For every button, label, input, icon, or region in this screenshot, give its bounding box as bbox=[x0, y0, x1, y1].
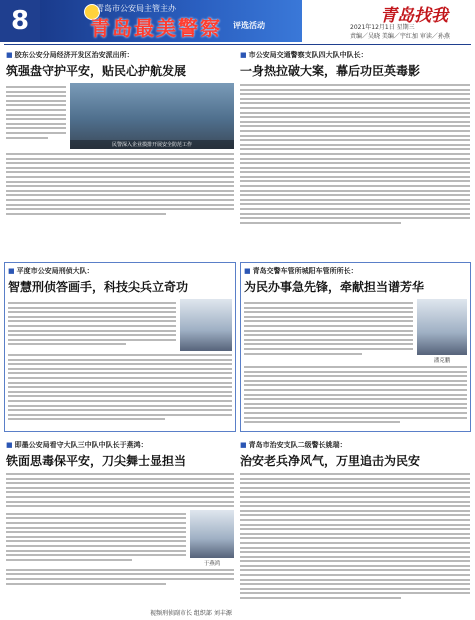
editors-line: 责编／吴晓 美编／宇红加 审读／孙燕 bbox=[350, 33, 450, 40]
article-photo bbox=[70, 83, 234, 149]
article-body bbox=[6, 473, 234, 507]
article-body bbox=[244, 302, 413, 364]
article-kicker: 即墨公安局看守大队三中队中队长于燕鸿： bbox=[14, 441, 148, 449]
banner-title: 青岛最美警察 bbox=[90, 16, 222, 40]
article-kicker: 青岛市治安支队二级警长姚瑞： bbox=[248, 441, 347, 449]
page-footer: 视频刑侦副市长 组织部 刘丰源 bbox=[150, 610, 232, 617]
article-headline: 筑强盘守护平安，贴民心护航发展 bbox=[6, 64, 187, 78]
article-headline: 智慧刑侦答画手，科技尖兵立奇功 bbox=[8, 280, 189, 294]
article-body-cont bbox=[6, 153, 234, 215]
article-portrait bbox=[180, 299, 232, 351]
article-body bbox=[240, 473, 470, 599]
article-1: ■ 胶东公安分局经济开发区治安派出所： 筑强盘守护平安，贴民心护航发展 民警深入企业摸排开展安全防范工作 bbox=[6, 50, 234, 252]
portrait-caption: 于燕鸿 bbox=[203, 560, 221, 567]
article-3: ■ 平度市公安局刑侦大队： 智慧刑侦答画手，科技尖兵立奇功 bbox=[4, 262, 236, 432]
article-headline: 治安老兵净风气，万里追击为民安 bbox=[240, 454, 421, 468]
header-rule bbox=[4, 44, 471, 45]
article-portrait bbox=[417, 299, 467, 355]
banner-paper-name: 青岛市公安局主管主办 bbox=[96, 4, 176, 13]
issue-date: 2021年12月1日 星期三 bbox=[350, 24, 415, 31]
article-2: ■ 市公安局交通警察支队四大队中队长： 一身热拉破大案，幕后功臣英毒影 bbox=[240, 50, 470, 252]
banner-subtitle: 评选活动 bbox=[233, 21, 265, 30]
article-5: ■ 即墨公安局看守大队三中队中队长于燕鸿： 铁面思毒保平安，刀尖舞士显担当 于燕鸿 bbox=[6, 440, 234, 616]
page-number: 8 bbox=[0, 0, 40, 42]
section-banner bbox=[40, 0, 302, 42]
article-headline: 一身热拉破大案，幕后功臣英毒影 bbox=[240, 64, 421, 78]
article-6: ■ 青岛市治安支队二级警长姚瑞： 治安老兵净风气，万里追击为民安 bbox=[240, 440, 470, 616]
portrait-caption: 潘克鹏 bbox=[433, 358, 451, 364]
article-kicker: 平度市公安局刑侦大队： bbox=[16, 267, 94, 275]
article-body-cont bbox=[8, 354, 232, 420]
article-portrait bbox=[190, 510, 234, 558]
page-header bbox=[0, 0, 475, 42]
article-4: ■ 青岛交警车管所城阳车管所所长： 为民办事急先锋，牵献担当谱芳华 潘克鹏 bbox=[240, 262, 471, 432]
article-kicker: 市公安局交通警察支队四大队中队长： bbox=[248, 51, 368, 59]
photo-caption: 民警深入企业摸排开展安全防范工作 bbox=[70, 140, 234, 149]
article-body bbox=[8, 302, 176, 351]
article-kicker: 青岛交警车管所城阳车管所所长： bbox=[252, 267, 358, 275]
article-kicker: 胶东公安分局经济开发区治安派出所： bbox=[14, 51, 134, 59]
article-headline: 铁面思毒保平安，刀尖舞士显担当 bbox=[6, 454, 187, 468]
article-body bbox=[240, 84, 470, 224]
article-body bbox=[6, 86, 66, 149]
article-headline: 为民办事急先锋，牵献担当谱芳华 bbox=[244, 280, 425, 294]
article-body-cont bbox=[244, 366, 467, 423]
issue-meta bbox=[350, 22, 475, 40]
masthead-logo: 青岛找我 bbox=[380, 6, 448, 26]
